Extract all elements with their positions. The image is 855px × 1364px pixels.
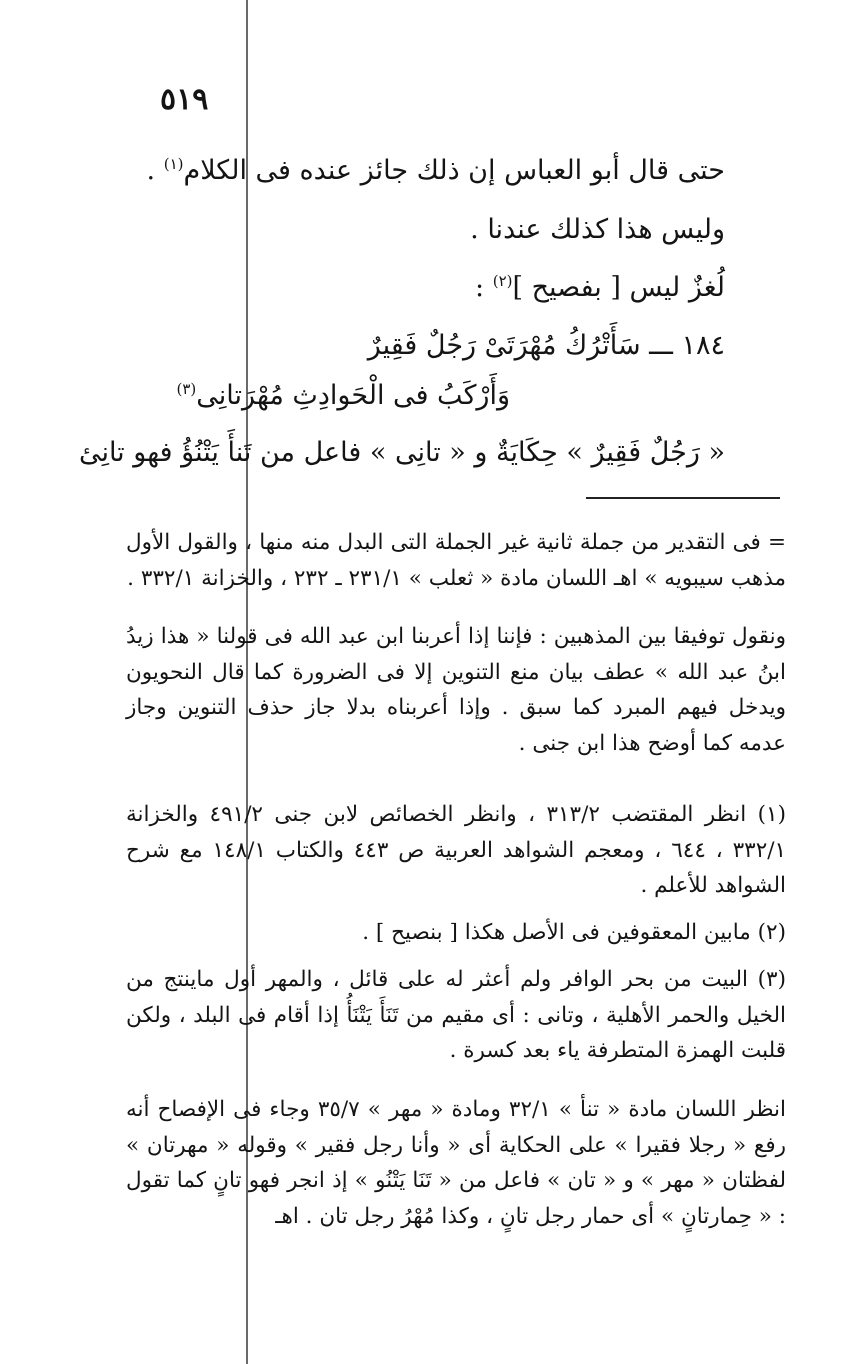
- verse-second-hemistich: [177, 380, 511, 411]
- footnote-ref-1: (١): [163, 155, 184, 173]
- main-line-1-text: حتى قال أبو العباس إن ذلك جائز عنده فى الكلام: [183, 155, 725, 186]
- footnote-1: (١) انظر المقتضب ٣١٣/٢ ، وانظر الخصائص لابن جنى ٤٩١/٢ والخزانة ٣٣٢/١ ، ٦٤٤ ، ومعجم الشواهد العربية ص ٤٤٣ والكتاب ١٤٨/١ مع شرح الشواهد للأعلم .: [126, 802, 787, 898]
- footnote-continuation-2: ونقول توفيقا بين المذهبين : فإننا إذا أعربنا ابن عبد الله فى قولنا « هذا زيدُ ابنُ عبد الله » عطف بيان منع التنوين إلا فى الضرورة كما قال النحويون ويدخل فيهم المبرد كما سبق . وإذا أعربناه بدلا جاز حذف التنوين وجاز عدمه كما أوضح هذا ابن جنى .: [126, 624, 786, 756]
- footnote-4: انظر اللسان مادة « تنأ » ٣٢/١ ومادة « مهر » ٣٥/٧ وجاء فى الإفصاح أنه رفع « رجلا فقيرا » على الحكاية أى « وأنا رجل فقير » وقوله « مهرتان » لفظتان « مهر » و « تان » فاعل من « تَنَا يَتْنُو » إذ انجر فهو تانٍ كما تقول : « حِمارتانٍ » أى حمار رجل تانٍ ، وكذا مُهْرُ رجل تان . اهـ: [126, 1097, 786, 1229]
- main-line-commentary: « رَجُلٌ فَقِيرٌ » حِكَايَةٌ و « تانِى » فاعل من تَنأَ يَتْنُؤُ فهو تانِئ: [78, 437, 725, 468]
- verse-hemistich-2: وَأَرْكَبُ فى الْحَوادِثِ مُهْرَتانِى: [196, 380, 510, 411]
- verse-first-hemistich: [368, 330, 725, 361]
- main-line-3-end: :: [475, 272, 485, 303]
- footnote-divider: [586, 497, 780, 499]
- verse-number: ١٨٤ ـــ: [649, 330, 725, 361]
- main-line-3: [165, 272, 725, 303]
- footnote-ref-2: (٢): [492, 272, 513, 290]
- main-line-1: [146, 155, 725, 186]
- footnote-ref-3: (٣): [176, 380, 197, 398]
- footnote-continuation: = فى التقدير من جملة ثانية غير الجملة التى البدل منه منها ، والقول الأول مذهب سيبويه » اهـ اللسان مادة « ثعلب » ٢٣١/١ ـ ٢٣٢ ، والخزانة ٣٣٢/١ .: [126, 530, 786, 591]
- main-line-3-text: لُغزٌ ليس [ بفصيح ]: [512, 272, 725, 303]
- footnote-3: (٣) البيت من بحر الوافر ولم أعثر له على قائل ، والمهر أول ماينتج من الخيل والحمر الأهلية ، وتانى : أى مقيم من تَنَأَ يَتْنَأُ إذا أقام فى البلد ، ولكن قلبت الهمزة المتطرفة ياء بعد كسرة .: [126, 967, 786, 1063]
- footnote-2: (٢) مابين المعقوفين فى الأصل هكذا [ بنصيح ] .: [362, 920, 786, 945]
- main-line-2: وليس هذا كذلك عندنا .: [470, 214, 725, 245]
- page-number: ٥١٩: [160, 82, 209, 117]
- verse-hemistich-1: سَأَتْرُكُ مُهْرَتَىْ رَجُلٌ فَقِيرٌ: [367, 330, 641, 361]
- main-line-1-end: .: [146, 155, 156, 186]
